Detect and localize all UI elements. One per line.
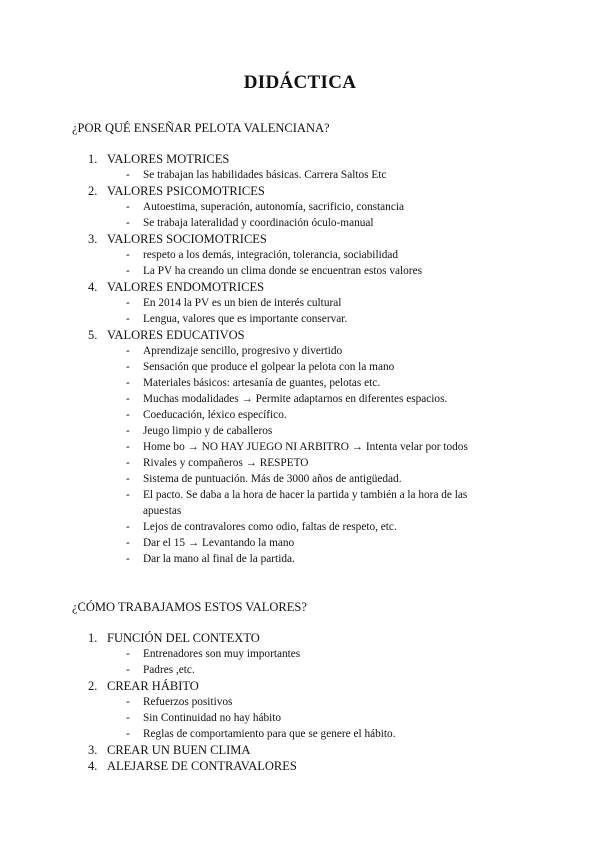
bullet-dash: - [126,696,130,708]
sub-item-text: Home bo → NO HAY JUEGO NI ARBITRO → Intenta velar por todos [143,441,468,453]
section-heading-how: ¿CÓMO TRABAJAMOS ESTOS VALORES? [72,600,307,614]
list-item-heading [0,758,600,774]
item-number: 5. [88,328,98,342]
list-item-heading [0,151,600,167]
section-heading-why: ¿POR QUÉ ENSEÑAR PELOTA VALENCIANA? [72,121,330,135]
bullet-dash: - [126,217,130,229]
item-label: CREAR HÁBITO [107,679,199,693]
sub-item-text: La PV ha creando un clima donde se encuentran estos valores [143,265,422,277]
list-item-heading [0,678,600,694]
item-number: 1. [88,631,98,645]
item-label: ALEJARSE DE CONTRAVALORES [107,759,297,773]
list-item-heading [0,183,600,199]
sub-item-text: Padres ,etc. [143,664,195,676]
item-number: 4. [88,759,98,773]
list-item [0,231,600,279]
bullet-dash: - [126,409,130,421]
list-item [0,630,600,678]
methods-list [0,630,600,774]
sub-item-text: Jeugo limpio y de caballeros [143,425,273,437]
list-item [0,327,600,567]
sub-item [0,535,600,551]
bullet-dash: - [126,361,130,373]
sub-item [0,726,600,742]
sub-item [0,311,600,327]
bullet-dash: - [126,425,130,437]
page-title: DIDÁCTICA [243,72,357,93]
sub-item [0,519,600,535]
bullet-dash: - [126,489,130,501]
sub-item [0,167,600,183]
sub-item [0,295,600,311]
item-label: VALORES MOTRICES [107,152,230,166]
item-number: 4. [88,280,98,294]
item-number: 1. [88,152,98,166]
bullet-dash: - [126,664,130,676]
item-number: 2. [88,679,98,693]
sub-item-text: Autoestima, superación, autonomía, sacrificio, constancia [143,201,404,213]
sub-item-text: Se trabajan las habilidades básicas. Carrera Saltos Etc [143,169,387,181]
sub-item-text: Sensación que produce el golpear la pelota con la mano [143,361,395,373]
item-number: 3. [88,232,98,246]
bullet-dash: - [126,473,130,485]
bullet-dash: - [126,553,130,565]
sub-item-text: Coeducación, léxico específico. [143,409,287,421]
sub-item-text: Entrenadores son muy importantes [143,648,301,660]
item-label: VALORES ENDOMOTRICES [107,280,265,294]
sub-item-text: Refuerzos positivos [143,696,233,708]
list-item [0,183,600,231]
bullet-dash: - [126,265,130,277]
item-label: FUNCIÓN DEL CONTEXTO [107,631,260,645]
bullet-dash: - [126,728,130,740]
list-item [0,678,600,742]
bullet-dash: - [126,648,130,660]
list-item [0,742,600,758]
sub-item [0,375,600,391]
sub-item [0,407,600,423]
sub-item-text: respeto a los demás, integración, tolerancia, sociabilidad [143,249,399,261]
list-item-heading [0,327,600,343]
sub-item-text: Rivales y compañeros → RESPETO [143,457,309,469]
sub-item-text: El pacto. Se daba a la hora de hacer la partida y también a la hora de las apuestas [143,489,468,517]
item-label: VALORES PSICOMOTRICES [107,184,265,198]
bullet-dash: - [126,393,130,405]
bullet-dash: - [126,712,130,724]
sub-item [0,487,600,519]
list-item [0,758,600,774]
list-item [0,279,600,327]
bullet-dash: - [126,457,130,469]
sub-item [0,343,600,359]
sub-item-text: Dar la mano al final de la partida. [143,553,295,565]
sub-item [0,359,600,375]
sub-item [0,199,600,215]
sub-item [0,247,600,263]
sub-item [0,694,600,710]
item-label: VALORES EDUCATIVOS [107,328,245,342]
sub-item-text: Sistema de puntuación. Más de 3000 años de antigüedad. [143,473,402,485]
sub-item [0,263,600,279]
sub-item [0,471,600,487]
bullet-dash: - [126,313,130,325]
sub-item [0,662,600,678]
list-item-heading [0,279,600,295]
bullet-dash: - [126,441,130,453]
sub-item-text: Sin Continuidad no hay hábito [143,712,282,724]
item-number: 3. [88,743,98,757]
sub-item-text: Lengua, valores que es importante conservar. [143,313,348,325]
bullet-dash: - [126,169,130,181]
sub-item [0,710,600,726]
list-item-heading [0,231,600,247]
sub-item-text: Se trabaja lateralidad y coordinación óculo-manual [143,217,374,229]
sub-item-text: Lejos de contravalores como odio, faltas de respeto, etc. [143,521,397,533]
bullet-dash: - [126,521,130,533]
sub-item-text: Muchas modalidades → Permite adaptarnos en diferentes espacios. [143,393,448,405]
sub-item [0,391,600,407]
list-item-heading [0,742,600,758]
sub-item-text: Reglas de comportamiento para que se genere el hábito. [143,728,396,740]
sub-item-text: Dar el 15 → Levantando la mano [143,537,295,549]
sub-item [0,455,600,471]
sub-item-text: En 2014 la PV es un bien de interés cultural [143,297,342,309]
sub-item [0,423,600,439]
sub-item [0,551,600,567]
sub-item-text: Aprendizaje sencillo, progresivo y divertido [143,345,343,357]
item-label: CREAR UN BUEN CLIMA [107,743,251,757]
list-item-heading [0,630,600,646]
bullet-dash: - [126,249,130,261]
sub-item [0,439,600,455]
bullet-dash: - [126,345,130,357]
bullet-dash: - [126,297,130,309]
values-list [0,151,600,567]
sub-item-text: Materiales básicos: artesanía de guantes, pelotas etc. [143,377,381,389]
sub-item [0,646,600,662]
list-item [0,151,600,183]
item-number: 2. [88,184,98,198]
sub-item [0,215,600,231]
item-label: VALORES SOCIOMOTRICES [107,232,267,246]
bullet-dash: - [126,201,130,213]
bullet-dash: - [126,537,130,549]
bullet-dash: - [126,377,130,389]
